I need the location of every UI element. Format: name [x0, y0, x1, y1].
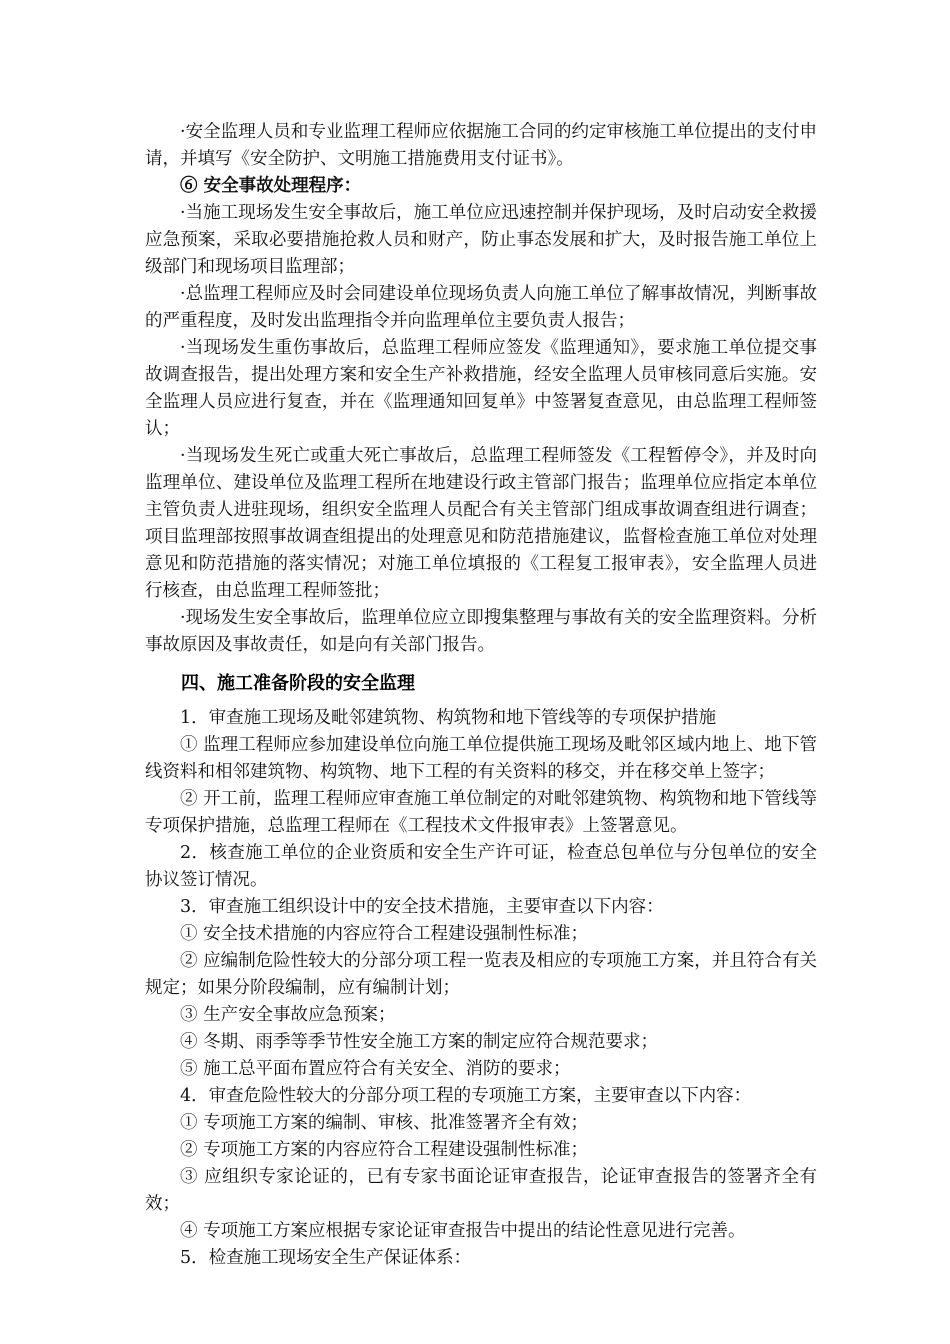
- list-item: ⑤ 施工总平面布置应符合有关安全、消防的要求；: [180, 1059, 571, 1079]
- document-page: [145, 119, 817, 1272]
- list-item: 3．审查施工组织设计中的安全技术措施，主要审查以下内容：: [180, 897, 664, 917]
- list-item: ③ 生产安全事故应急预案；: [180, 1005, 396, 1025]
- section-heading: 四、施工准备阶段的安全监理: [181, 673, 415, 694]
- list-item: 4．审查危险性较大的分部分项工程的专项施工方案，主要审查以下内容：: [180, 1086, 752, 1106]
- list-item: 1．审查施工现场及毗邻建筑物、构筑物和地下管线等的专项保护措施: [180, 708, 717, 728]
- list-item: ② 专项施工方案的内容应符合工程建设强制性标准；: [180, 1140, 589, 1160]
- list-item: ① 监理工程师应参加建设单位向施工单位提供施工现场及毗邻区域内地上、地下管线资料和相邻建筑物、构筑物、地下工程的有关资料的移交，并在移交单上签字；: [145, 735, 817, 782]
- paragraph-accident-4: ·当现场发生死亡或重大死亡事故后，总监理工程师签发《工程暂停令》，并及时向监理单位、建设单位及监理工程所在地建设行政主管部门报告；监理单位应指定本单位主管负责人进驻现场，组织安全监理人员配合有关主管部门组成事故调查组进行调查；项目监理部按照事故调查组提出的处理意见和防范措施建议，监督检查施工单位对处理意见和防范措施的落实情况；对施工单位填报的《工程复工报审表》，安全监理人员进行核查，由总监理工程师签批；: [145, 446, 817, 601]
- paragraph-accident-5: ·现场发生安全事故后，监理单位应立即搜集整理与事故有关的安全监理资料。分析事故原因及事故责任，如是向有关部门报告。: [145, 608, 817, 655]
- list-item: ① 专项施工方案的编制、审核、批准签署齐全有效；: [180, 1113, 589, 1133]
- paragraph-accident-2: ·总监理工程师应及时会同建设单位现场负责人向施工单位了解事故情况，判断事故的严重程度，及时发出监理指令并向监理单位主要负责人报告；: [145, 284, 817, 331]
- list-item: ② 应编制危险性较大的分部分项工程一览表及相应的专项施工方案，并且符合有关规定；如果分阶段编制，应有编制计划；: [145, 951, 817, 998]
- list-item: ② 开工前，监理工程师应审查施工单位制定的对毗邻建筑物、构筑物和地下管线等专项保护措施，总监理工程师在《工程技术文件报审表》上签署意见。: [145, 789, 817, 836]
- accident-procedure-title: ⑥ 安全事故处理程序：: [180, 176, 362, 196]
- list-item: ④ 冬期、雨季等季节性安全施工方案的制定应符合规范要求；: [180, 1032, 659, 1052]
- paragraph-payment: ·安全监理人员和专业监理工程师应依据施工合同的约定审核施工单位提出的支付申请，并填写《安全防护、文明施工措施费用支付证书》。: [145, 122, 817, 169]
- list-item: 2．核查施工单位的企业资质和安全生产许可证，检查总包单位与分包单位的安全协议签订情况。: [145, 843, 817, 890]
- list-item: 5．检查施工现场安全生产保证体系：: [180, 1248, 472, 1268]
- paragraph-accident-1: ·当施工现场发生安全事故后，施工单位应迅速控制并保护现场，及时启动安全救援应急预案，采取必要措施抢救人员和财产，防止事态发展和扩大，及时报告施工单位上级部门和现场项目监理部；: [145, 203, 817, 277]
- list-item: ④ 专项施工方案应根据专家论证审查报告中提出的结论性意见进行完善。: [180, 1221, 746, 1241]
- list-item: ① 安全技术措施的内容应符合工程建设强制性标准；: [180, 924, 589, 944]
- paragraph-accident-3: ·当现场发生重伤事故后，总监理工程师应签发《监理通知》，要求施工单位提交事故调查报告，提出处理方案和安全生产补救措施，经安全监理人员审核同意后实施。安全监理人员应进行复查，并在《监理通知回复单》中签署复查意见，由总监理工程师签认；: [145, 338, 817, 439]
- list-item: ③ 应组织专家论证的，已有专家书面论证审查报告，论证审查报告的签署齐全有效；: [145, 1167, 817, 1214]
